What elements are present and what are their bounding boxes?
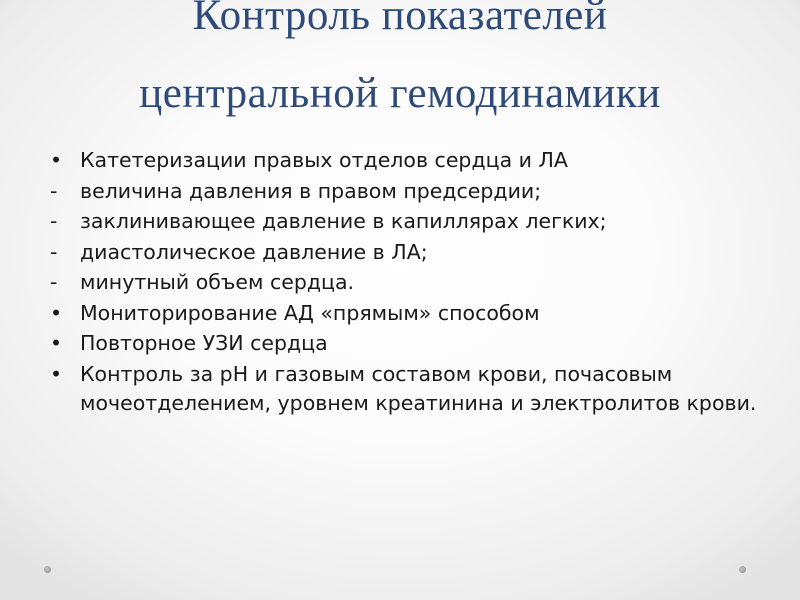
dash-icon: - bbox=[50, 239, 58, 264]
bullet-icon: • bbox=[50, 331, 63, 355]
list-item bbox=[44, 360, 784, 418]
slide-title-line-1: Контроль показателей bbox=[192, 0, 608, 39]
list-item bbox=[44, 238, 784, 267]
list-item bbox=[44, 146, 784, 175]
decorative-dot-icon bbox=[44, 566, 51, 573]
list-item-text: величина давления в правом предсердии; bbox=[80, 178, 542, 203]
list-item bbox=[44, 299, 784, 328]
dash-icon: - bbox=[50, 209, 58, 233]
list-item bbox=[44, 268, 784, 297]
slide-title-line-2: центральной гемодинамики bbox=[139, 70, 661, 117]
list-item-text: Катетеризации правых отделов сердца и ЛА bbox=[80, 148, 568, 172]
list-item-text: минутный объем сердца. bbox=[80, 270, 355, 294]
list-item-text: Повторное УЗИ сердца bbox=[80, 331, 328, 355]
list-item bbox=[44, 177, 784, 206]
decorative-dot-icon bbox=[739, 566, 746, 573]
list-item bbox=[44, 329, 784, 358]
list-item bbox=[44, 207, 784, 236]
bullet-list bbox=[44, 146, 784, 419]
bullet-icon: • bbox=[50, 300, 63, 325]
dash-icon: - bbox=[50, 178, 58, 203]
bullet-icon: • bbox=[50, 148, 63, 172]
list-item-text: диастолическое давление в ЛА; bbox=[80, 239, 428, 264]
dash-icon: - bbox=[50, 270, 58, 294]
list-item-text: Контроль за рН и газовым составом крови, почасовым мочеотделением, уровнем креатинина и электролитов крови. bbox=[80, 361, 757, 415]
list-item-text: заклинивающее давление в капиллярах легких; bbox=[80, 209, 607, 233]
bullet-icon: • bbox=[50, 361, 63, 386]
list-item-text: Мониторирование АД «прямым» способом bbox=[80, 300, 540, 325]
